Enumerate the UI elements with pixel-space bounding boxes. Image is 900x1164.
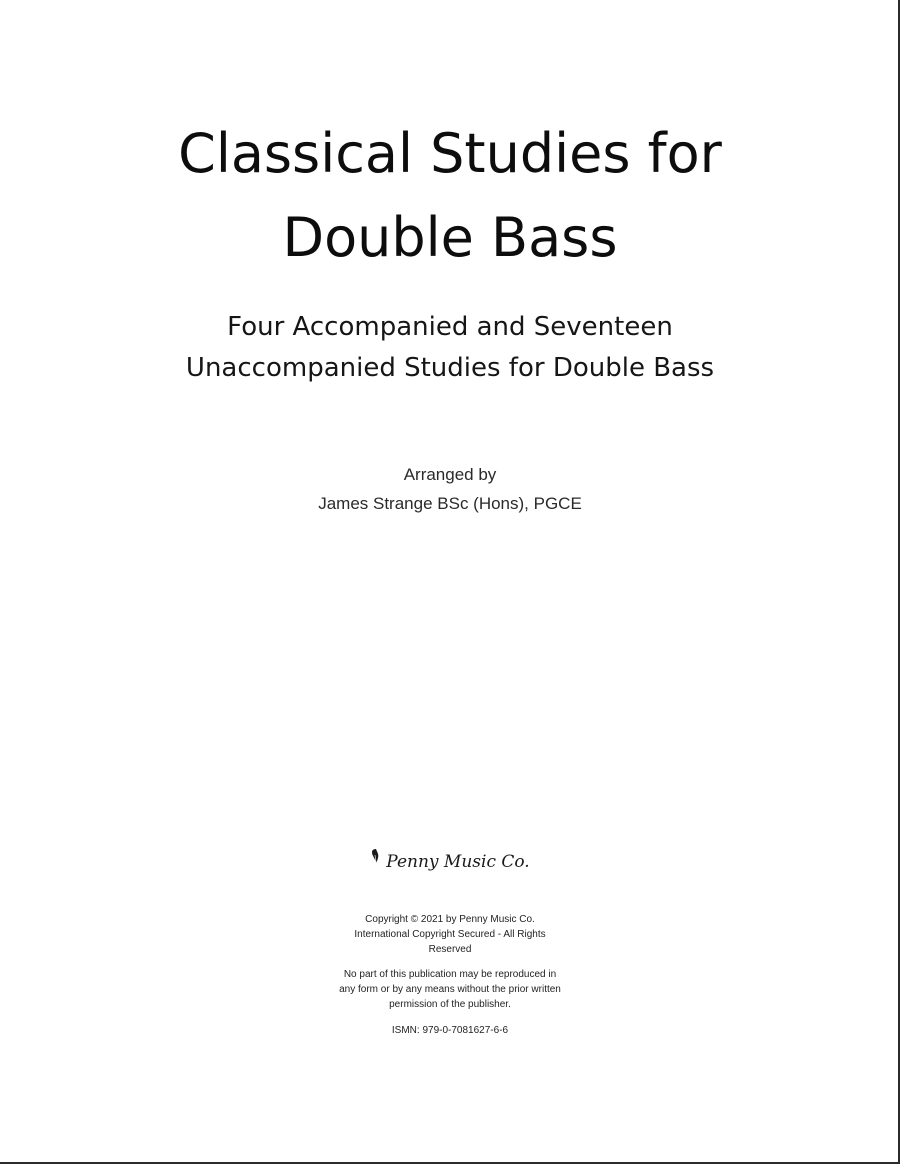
- copyright-line-1: Copyright © 2021 by Penny Music Co.: [365, 914, 535, 925]
- cover-title-line-2: Double Bass: [282, 206, 618, 269]
- reproduction-line-1: No part of this publication may be reproduced in: [343, 969, 557, 980]
- ismn-number: ISMN: 979-0-7081627-6-6: [391, 1025, 509, 1036]
- copyright-line-2: International Copyright Secured - All Rights: [354, 929, 546, 940]
- leaf-icon: [370, 848, 382, 864]
- reproduction-line-3: permission of the publisher.: [389, 999, 511, 1010]
- reproduction-line-2: any form or by any means without the prior written: [339, 984, 561, 995]
- arranger-credit: [0, 460, 900, 518]
- cover-title-line-1: Classical Studies for: [178, 122, 722, 185]
- cover-subtitle-line-2: Unaccompanied Studies for Double Bass: [185, 353, 715, 383]
- cover-subtitle-line-1: Four Accompanied and Seventeen: [227, 312, 673, 342]
- cover-title: [0, 112, 900, 280]
- publisher-logo: [0, 848, 900, 888]
- copyright-line-3: Reserved: [428, 944, 472, 955]
- cover-subtitle: [0, 307, 900, 389]
- copyright-notice: [0, 912, 900, 957]
- publisher-logo-text: Penny Music Co.: [386, 852, 530, 872]
- reproduction-notice: [0, 967, 900, 1012]
- arranged-by-label: Arranged by: [403, 465, 497, 484]
- arranger-name: James Strange BSc (Hons), PGCE: [318, 494, 582, 513]
